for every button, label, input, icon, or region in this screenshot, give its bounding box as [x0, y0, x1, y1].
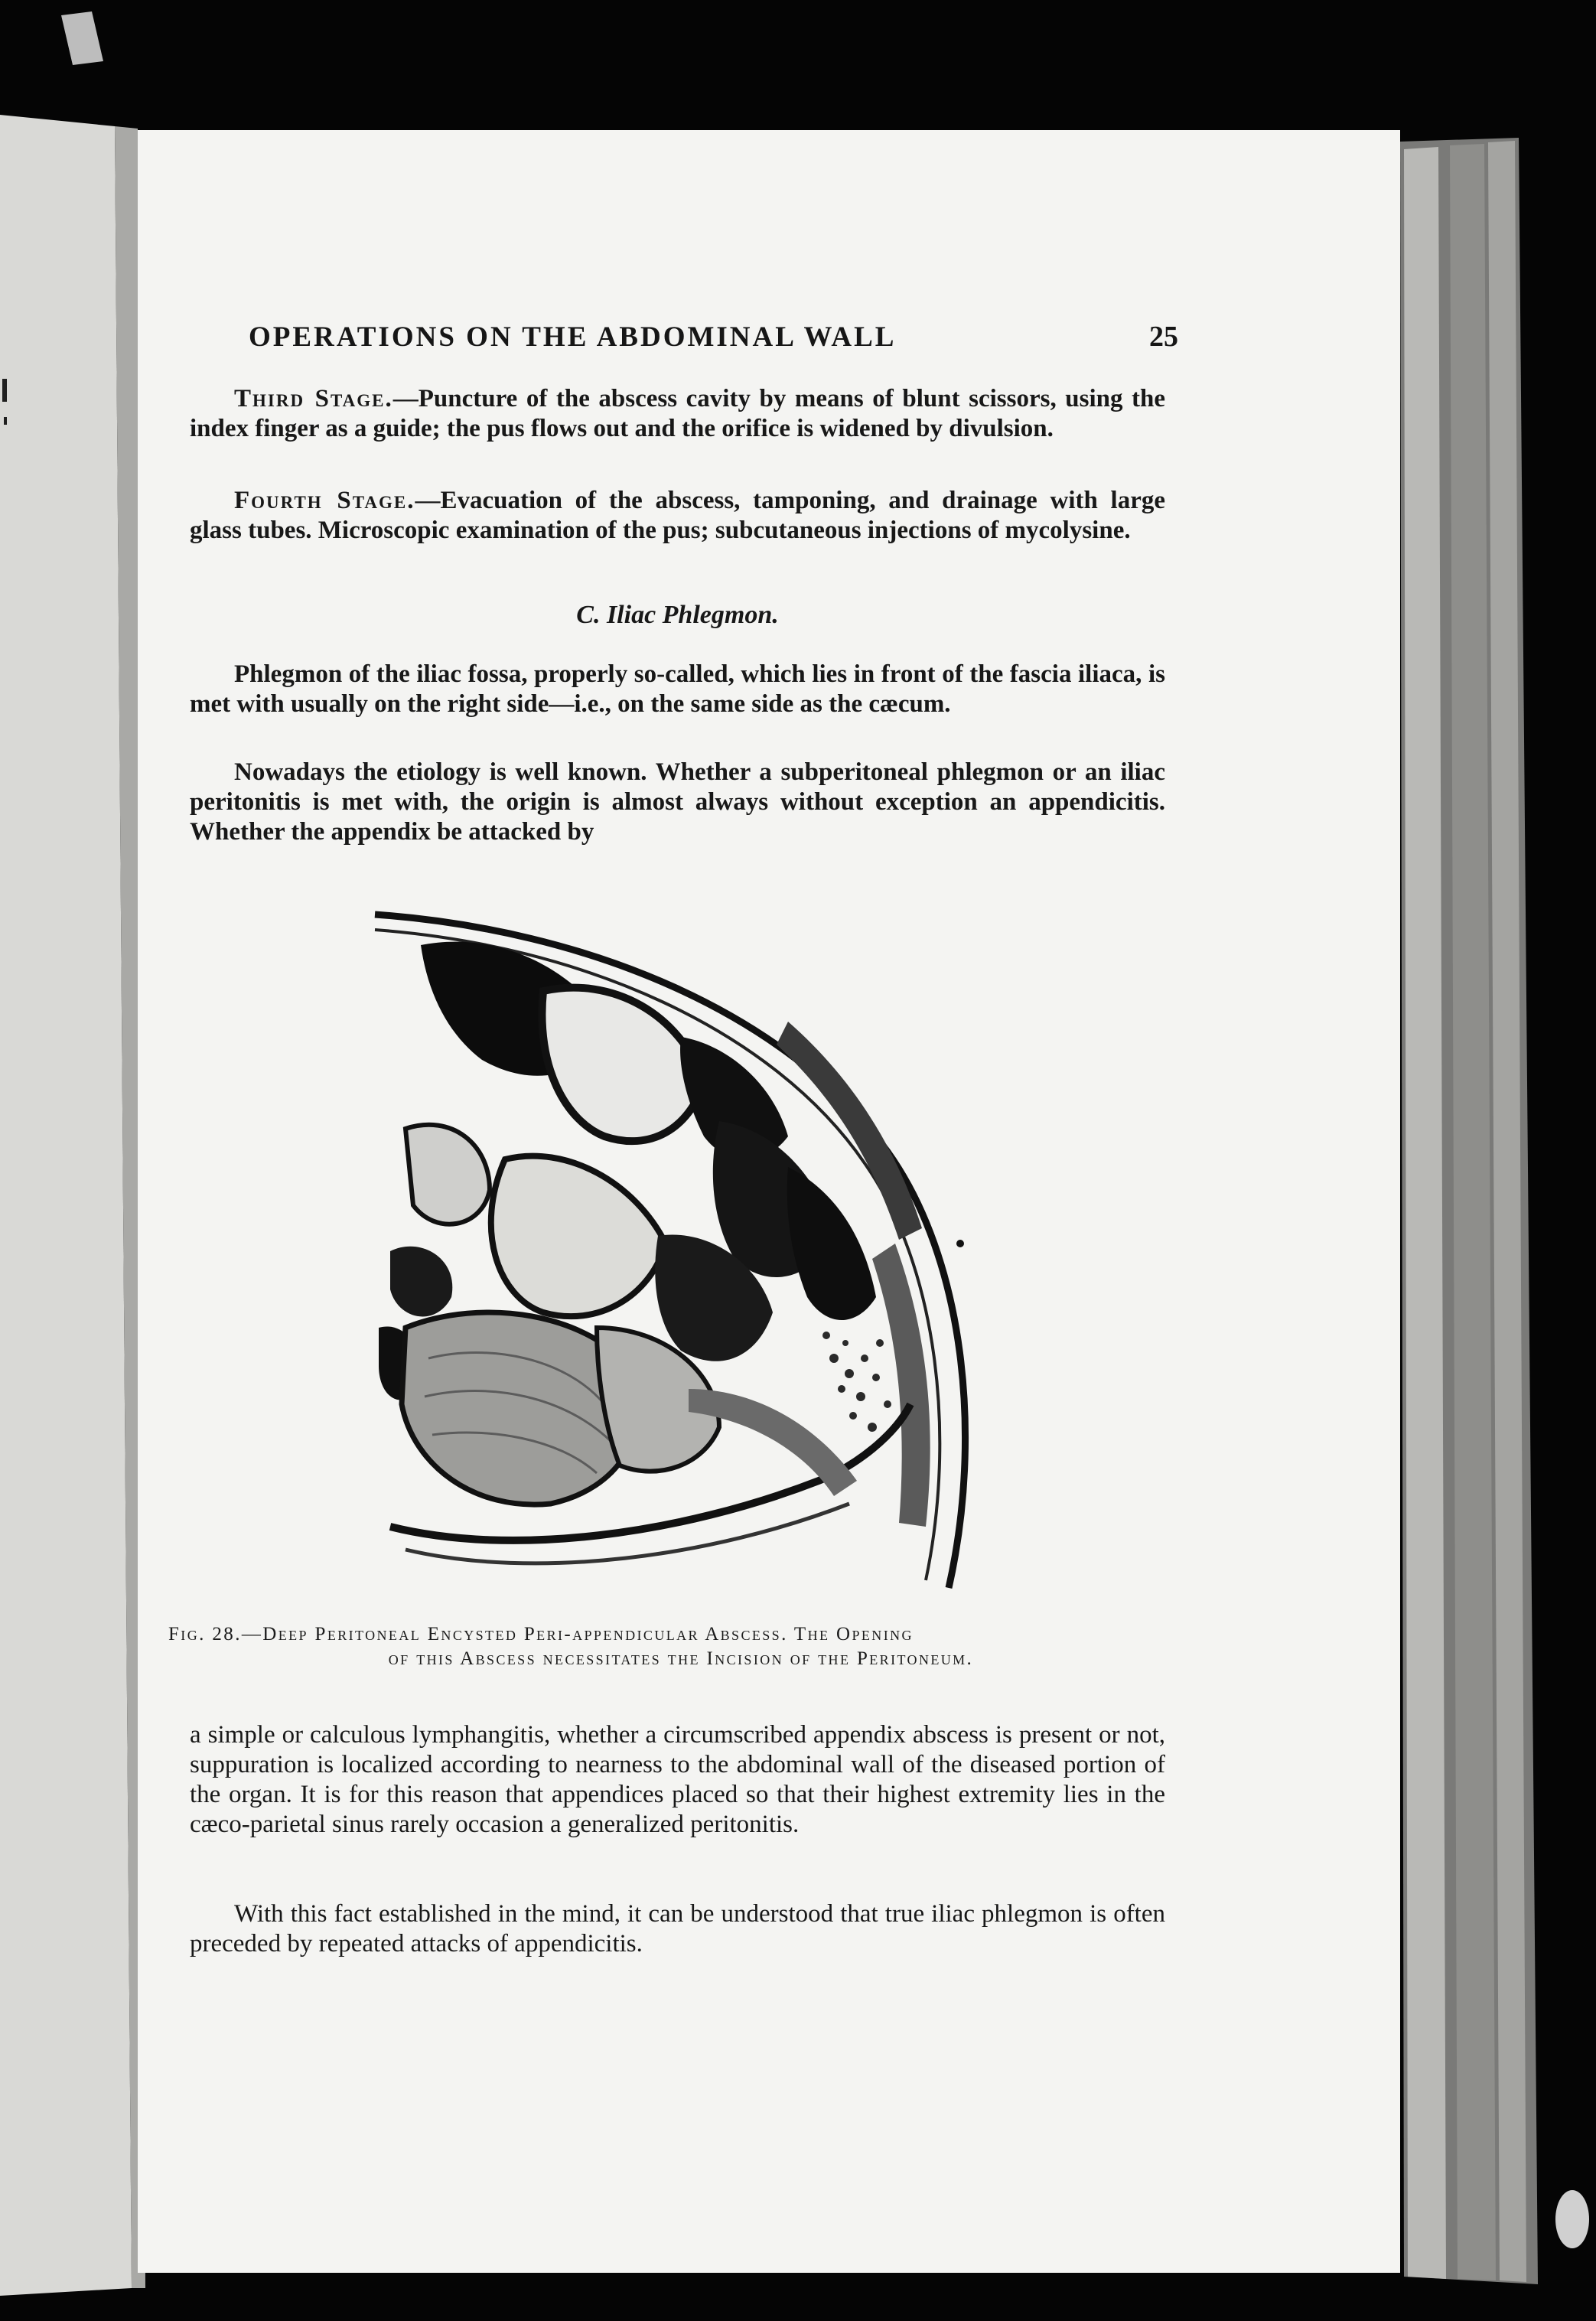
paragraph-lymphangitis: a simple or calculous lymphangitis, whether a circumscribed appendix abscess is present or not, suppuration is localized according to nearness to the abdominal wall of the diseased portion of the organ. It is for this reason that appendices placed so that their highest extremity lies in the cæco-parietal sinus rarely occasion a generalized peritonitis.: [190, 1721, 1165, 1838]
caption-line-1: Fig. 28.—Deep Peritoneal Encysted Peri-appendicular Abscess. The Opening: [168, 1624, 914, 1645]
paragraph-iliac-phlegmon: Phlegmon of the iliac fossa, properly so-called, which lies in front of the fascia iliaca, is met with usually on the right side—i.e., on the same side as the cæcum.: [190, 660, 1165, 718]
section-heading: C. Iliac Phlegmon.: [576, 601, 779, 629]
running-head: [249, 320, 1178, 354]
paragraph-etiology: Nowadays the etiology is well known. Whether a subperitoneal phlegmon or an iliac peritonitis is met with, the origin is almost always without exception an appendicitis. Whether the appendix be attacked by: [190, 758, 1165, 846]
third-stage-lead: Third Stage.: [234, 385, 393, 412]
fourth-stage-text: —Evacuation of the abscess, tamponing, and drainage with large glass tubes. Microscopic examination of the pus; subcutaneous injections of mycolysine.: [190, 487, 1165, 544]
fourth-stage-lead: Fourth Stage.: [234, 487, 415, 514]
running-head-title: OPERATIONS ON THE ABDOMINAL WALL: [249, 321, 897, 353]
paragraph-conclusion: With this fact established in the mind, it can be understood that true iliac phlegmon is often preceded by repeated attacks of appendicitis.: [190, 1900, 1165, 1958]
caption-line-2: of this Abscess necessitates the Incision of the Peritoneum.: [388, 1648, 974, 1669]
paragraph-fourth-stage: [190, 486, 1165, 546]
third-stage-text: —Puncture of the abscess cavity by means of blunt scissors, using the index finger as a guide; the pus flows out and the orifice is widened by divulsion.: [190, 385, 1166, 442]
page-number: 25: [1149, 321, 1178, 353]
paragraph-third-stage: [190, 384, 1165, 444]
anatomical-figure: [360, 899, 1002, 1611]
figure-caption: [168, 1622, 1194, 1671]
